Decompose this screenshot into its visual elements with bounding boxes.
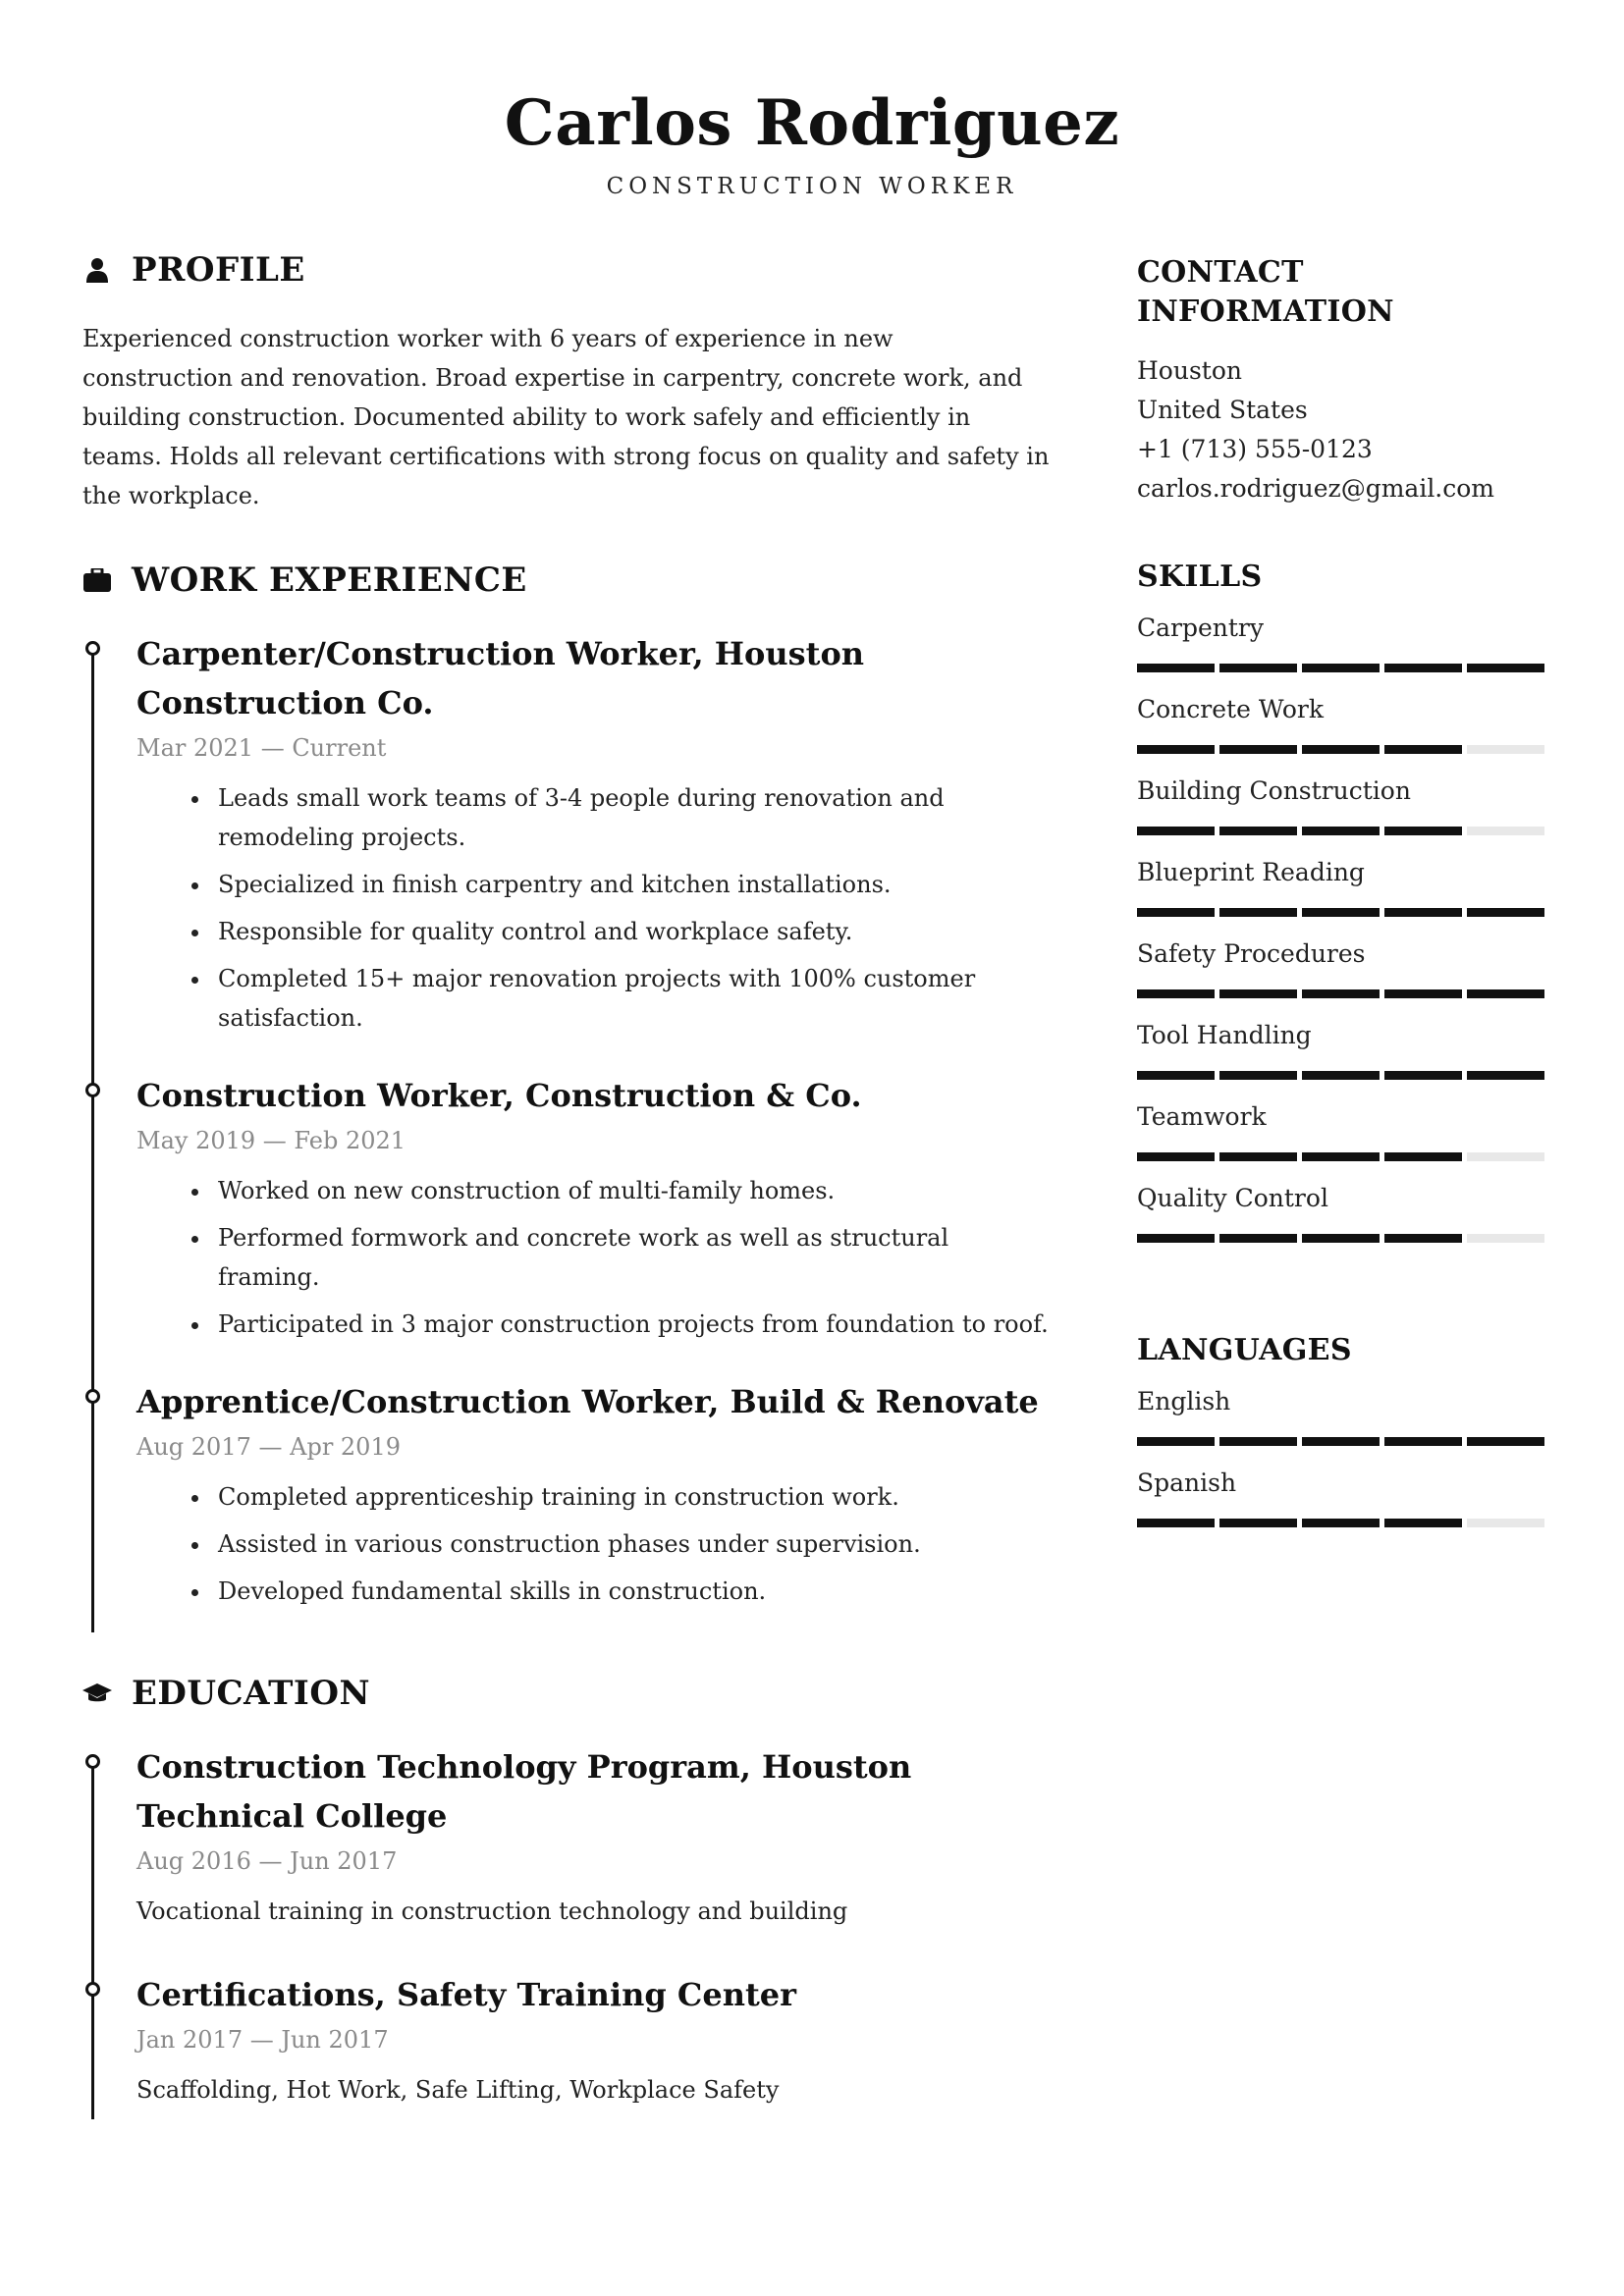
person-icon — [82, 255, 112, 285]
job-bullet: • Specialized in finish carpentry and kitchen installations. — [212, 865, 1050, 904]
language-rating-bar — [1137, 1437, 1549, 1446]
contact-heading-line1: CONTACT — [1137, 255, 1304, 290]
rating-segment — [1137, 1437, 1215, 1446]
skill-item — [1137, 774, 1549, 835]
language-label: Spanish — [1137, 1468, 1237, 1497]
graduation-cap-icon — [82, 1679, 112, 1708]
rating-segment — [1302, 827, 1380, 835]
rating-segment — [1467, 1519, 1544, 1527]
rating-segment — [1219, 1234, 1297, 1243]
profile-heading — [82, 250, 1050, 290]
main-column — [82, 250, 1050, 2119]
skill-label: Teamwork — [1137, 1102, 1267, 1131]
work-timeline — [91, 629, 1050, 1632]
job-bullet: • Completed 15+ major renovation projects with 100% customer satisfaction. — [212, 959, 1050, 1038]
work-experience-heading-text: WORK EXPERIENCE — [132, 561, 527, 600]
profile-summary: Experienced construction worker with 6 years of experience in new construction and renovation. Broad expertise in carpentry, concrete work, and building construction. Documented ability to work safely and efficiently in teams. Holds all relevant certifications with strong focus on quality and safety in the workplace. — [82, 325, 1050, 509]
job-bullets — [136, 1171, 1050, 1344]
timeline-dot — [85, 1982, 100, 1997]
skill-label: Concrete Work — [1137, 695, 1324, 723]
rating-segment — [1137, 745, 1215, 754]
rating-segment — [1384, 1234, 1462, 1243]
rating-segment — [1137, 1519, 1215, 1527]
skill-label: Carpentry — [1137, 614, 1265, 642]
rating-segment — [1302, 1152, 1380, 1161]
rating-segment — [1384, 664, 1462, 672]
job-bullet: • Completed apprenticeship training in construction work. — [212, 1477, 1050, 1517]
contact-details — [1137, 351, 1549, 508]
skill-rating-bar — [1137, 989, 1549, 998]
education-dates: Jan 2017 — Jun 2017 — [136, 2026, 389, 2054]
education-section — [82, 1674, 1050, 2119]
education-title: Certifications, Safety Training Center — [136, 1976, 796, 2013]
job-dates: Aug 2017 — Apr 2019 — [136, 1433, 401, 1461]
rating-segment — [1467, 664, 1544, 672]
timeline-dot — [85, 641, 100, 656]
language-rating-bar — [1137, 1519, 1549, 1527]
resume-header — [0, 86, 1624, 199]
rating-segment — [1219, 989, 1297, 998]
job-entry — [136, 629, 1050, 1038]
skill-item — [1137, 1181, 1549, 1243]
languages-heading: LANGUAGES — [1137, 1333, 1352, 1367]
rating-segment — [1219, 827, 1297, 835]
rating-segment — [1302, 908, 1380, 917]
rating-segment — [1302, 664, 1380, 672]
rating-segment — [1137, 1071, 1215, 1080]
profile-heading-text: PROFILE — [132, 250, 305, 290]
contact-city: Houston — [1137, 356, 1242, 385]
rating-segment — [1384, 745, 1462, 754]
education-heading-text: EDUCATION — [132, 1674, 371, 1713]
rating-segment — [1219, 1437, 1297, 1446]
profile-section — [82, 250, 1050, 515]
job-bullet: • Assisted in various construction phases under supervision. — [212, 1524, 1050, 1564]
languages-list — [1137, 1384, 1549, 1527]
rating-segment — [1137, 989, 1215, 998]
rating-segment — [1467, 1152, 1544, 1161]
job-bullet: • Responsible for quality control and workplace safety. — [212, 912, 1050, 951]
job-dates: May 2019 — Feb 2021 — [136, 1127, 406, 1154]
skill-rating-bar — [1137, 908, 1549, 917]
job-bullet: • Participated in 3 major construction projects from foundation to roof. — [212, 1305, 1050, 1344]
languages-section — [1137, 1331, 1549, 1527]
rating-segment — [1467, 827, 1544, 835]
timeline-dot — [85, 1389, 100, 1404]
rating-segment — [1384, 827, 1462, 835]
skill-rating-bar — [1137, 1152, 1549, 1161]
job-bullet: • Leads small work teams of 3-4 people during renovation and remodeling projects. — [212, 778, 1050, 857]
contact-heading-line2: INFORMATION — [1137, 294, 1394, 329]
rating-segment — [1302, 989, 1380, 998]
rating-segment — [1384, 1437, 1462, 1446]
skills-list — [1137, 611, 1549, 1243]
contact-country: United States — [1137, 396, 1308, 424]
skill-rating-bar — [1137, 827, 1549, 835]
job-title: Apprentice/Construction Worker, Build & Renovate — [136, 1383, 1039, 1420]
rating-segment — [1384, 908, 1462, 917]
job-entry — [136, 1377, 1050, 1632]
contact-phone: +1 (713) 555-0123 — [1137, 435, 1373, 463]
rating-segment — [1384, 1519, 1462, 1527]
skill-label: Quality Control — [1137, 1184, 1328, 1212]
rating-segment — [1219, 908, 1297, 917]
education-entry — [136, 1970, 1050, 2119]
rating-segment — [1467, 989, 1544, 998]
rating-segment — [1137, 1234, 1215, 1243]
sidebar — [1137, 253, 1549, 1527]
rating-segment — [1467, 1234, 1544, 1243]
rating-segment — [1219, 1519, 1297, 1527]
job-bullet: • Worked on new construction of multi-family homes. — [212, 1171, 1050, 1210]
education-description: Vocational training in construction technology and building — [136, 1897, 848, 1925]
skill-rating-bar — [1137, 745, 1549, 754]
rating-segment — [1302, 1437, 1380, 1446]
rating-segment — [1302, 1519, 1380, 1527]
education-timeline — [91, 1742, 1050, 2119]
skill-item — [1137, 1099, 1549, 1161]
contact-heading — [1137, 253, 1549, 332]
education-heading — [82, 1674, 1050, 1713]
rating-segment — [1384, 1152, 1462, 1161]
rating-segment — [1137, 908, 1215, 917]
work-experience-heading — [82, 561, 1050, 600]
skill-label: Blueprint Reading — [1137, 858, 1365, 886]
job-bullet: • Performed formwork and concrete work as well as structural framing. — [212, 1218, 1050, 1297]
rating-segment — [1467, 1437, 1544, 1446]
job-bullet: • Developed fundamental skills in construction. — [212, 1572, 1050, 1611]
job-title: Construction Worker, Construction & Co. — [136, 1077, 862, 1114]
rating-segment — [1302, 745, 1380, 754]
education-description: Scaffolding, Hot Work, Safe Lifting, Workplace Safety — [136, 2076, 780, 2104]
skill-item — [1137, 1018, 1549, 1080]
contact-section — [1137, 253, 1549, 508]
timeline-dot — [85, 1083, 100, 1097]
language-item — [1137, 1384, 1549, 1446]
candidate-name: Carlos Rodriguez — [504, 86, 1120, 160]
job-bullets — [136, 778, 1050, 1038]
rating-segment — [1467, 745, 1544, 754]
skill-item — [1137, 855, 1549, 917]
job-dates: Mar 2021 — Current — [136, 734, 387, 762]
skills-section — [1137, 558, 1549, 1243]
skill-label: Building Construction — [1137, 776, 1411, 805]
language-item — [1137, 1466, 1549, 1527]
education-dates: Aug 2016 — Jun 2017 — [136, 1847, 398, 1875]
skill-item — [1137, 692, 1549, 754]
rating-segment — [1137, 1152, 1215, 1161]
rating-segment — [1302, 1234, 1380, 1243]
skills-heading: SKILLS — [1137, 560, 1263, 594]
timeline-dot — [85, 1754, 100, 1769]
skill-rating-bar — [1137, 1071, 1549, 1080]
skill-item — [1137, 611, 1549, 672]
rating-segment — [1219, 664, 1297, 672]
rating-segment — [1384, 989, 1462, 998]
skill-rating-bar — [1137, 664, 1549, 672]
skill-label: Safety Procedures — [1137, 939, 1366, 968]
rating-segment — [1467, 1071, 1544, 1080]
job-entry — [136, 1071, 1050, 1344]
briefcase-icon — [82, 565, 112, 595]
job-title: Carpenter/Construction Worker, Houston Construction Co. — [136, 635, 865, 721]
rating-segment — [1467, 908, 1544, 917]
education-title: Construction Technology Program, Houston Technical College — [136, 1748, 912, 1835]
rating-segment — [1219, 1152, 1297, 1161]
job-bullets — [136, 1477, 1050, 1632]
skill-item — [1137, 936, 1549, 998]
education-entry — [136, 1742, 1050, 1931]
rating-segment — [1219, 1071, 1297, 1080]
rating-segment — [1137, 664, 1215, 672]
skill-rating-bar — [1137, 1234, 1549, 1243]
skill-label: Tool Handling — [1137, 1021, 1312, 1049]
rating-segment — [1384, 1071, 1462, 1080]
contact-email[interactable]: carlos.rodriguez@gmail.com — [1137, 474, 1495, 503]
rating-segment — [1137, 827, 1215, 835]
rating-segment — [1219, 745, 1297, 754]
language-label: English — [1137, 1387, 1231, 1415]
rating-segment — [1302, 1071, 1380, 1080]
work-experience-section — [82, 561, 1050, 1632]
job-title: CONSTRUCTION WORKER — [606, 174, 1018, 199]
